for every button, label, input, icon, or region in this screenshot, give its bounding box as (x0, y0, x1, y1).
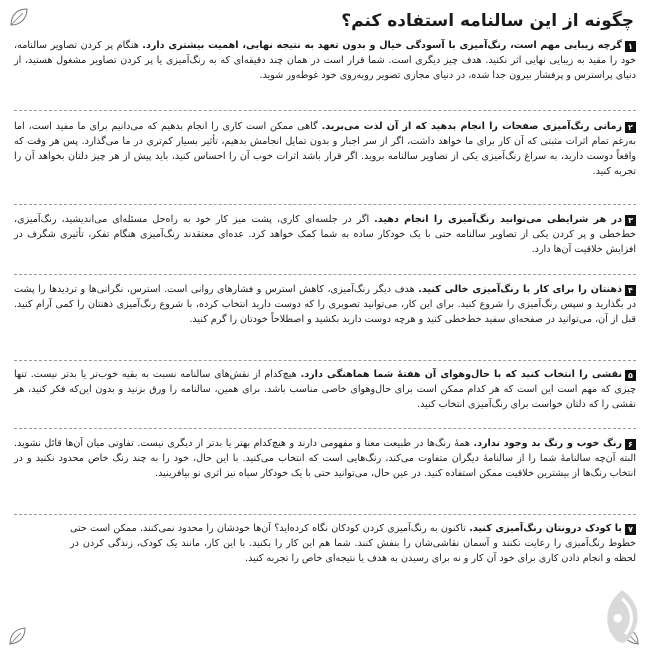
tip-number: ۲ (625, 122, 636, 133)
title-row (14, 6, 636, 36)
divider (14, 360, 636, 361)
tip-number: ۳ (625, 215, 636, 226)
tip-heading: با کودک درونتان رنگ‌آمیزی کنید. (469, 523, 623, 534)
divider (14, 204, 636, 205)
tip-number: ۱ (625, 41, 636, 52)
divider (14, 514, 636, 515)
page-title: چگونه از این سالنامه استفاده کنم؟ (341, 11, 634, 31)
tip-body: تاکنون به رنگ‌آمیزی کردن کودکان نگاه کرده‌اید؟ آن‌ها خودشان را محدود نمی‌کنند. ممکن است حتی خطوط رنگ‌آمیزی را رعایت نکنند و آسمان نقاشی‌شان را بنفش کنند. شما هم این کار را بکنید. با این کار، مانند یک کودک، زندگی کردن در لحظه و انجام دادن کاری برای خود آن کار و نه برای رسیدن به هدف یا نتیجه‌ای خاص را تجربه کنید. (70, 523, 636, 564)
tip-section (14, 38, 636, 83)
tip-section (14, 282, 636, 327)
tip-number: ۴ (625, 285, 636, 296)
tip-body: اگر در جلسه‌ای کاری، پشت میز کار خود به راه‌حل مسئله‌ای می‌اندیشید، رنگ‌آمیزی، خط‌خطی و پر کردن یکی از تصاویر سالنامه حتی با یک خودکار ساده به شما کمک خواهد کرد. عده‌ای معتقدند رنگ‌آمیزی هنگام تفکر، تأثیری شگرف در افزایش خلاقیت آن‌ها دارد. (14, 214, 636, 255)
divider (14, 428, 636, 429)
tip-number: ۷ (625, 524, 636, 535)
divider (14, 274, 636, 275)
tip-section (14, 119, 636, 179)
tip-section (14, 367, 636, 412)
divider (14, 110, 636, 111)
tip-heading: گرچه زیبایی مهم است، رنگ‌آمیزی با آسودگی خیال و بدون تعهد به نتیجه نهایی، اهمیت بیشتری دارد. (142, 40, 622, 51)
tip-number: ۶ (625, 439, 636, 450)
tip-number: ۵ (625, 370, 636, 381)
tip-section (14, 436, 636, 481)
tip-body: همهٔ رنگ‌ها در طبیعت معنا و مفهومی دارند و هیچ‌کدام بهتر یا بدتر از دیگری نیست. تفاوتی میان آن‌ها قائل نشوید. البته آن‌چه سالنامهٔ شما را از سالنامهٔ دیگران متفاوت می‌کند، رنگ‌هایی است که انتخاب می‌کنید. با این حال، خود را به چند رنگ خاص محدود نکنید و در انتخاب رنگ‌ها از بیشترین خلاقیت ممکن استفاده کنید. در عین حال، می‌توانید حتی با یک خودکار سیاه نیز اثری نو بیافرینید. (14, 438, 636, 479)
tip-body: هدف دیگر رنگ‌آمیزی، کاهش استرس و فشارهای روانی است. استرس، نگرانی‌ها و تردیدها را پشت در بگذارید و سپس رنگ‌آمیزی را شروع کنید. برای این کار، می‌توانید تصویری را که دوست دارید انتخاب کرده، با شروع رنگ‌آمیزی ذهنتان را کمی آرام کنید. قبل از آن، می‌توانید در صفحه‌ای سفید خط‌خطی کنید و هرچه دوست دارید بکشید و اصطلاحاً خودتان را گرم کنید. (14, 284, 636, 325)
tip-heading: ذهنتان را برای کار با رنگ‌آمیزی خالی کنید. (418, 284, 622, 295)
tip-heading: نقشی را انتخاب کنید که با حال‌وهوای آن هفتهٔ شما هماهنگی دارد. (300, 369, 622, 380)
tip-heading: زمانی رنگ‌آمیزی صفحات را انجام بدهید که از آن لذت می‌برید. (321, 121, 622, 132)
tip-body: هنگام پر کردن تصاویر سالنامه، خود را مقید به زیبایی نهایی اثر نکنید. هدف چیز دیگری است. شما قرار است در همان چند دقیقه‌ای که به رنگ‌آمیزی یا پر کردن تصاویر مشغول هستید، از دنیای پراسترس و پرفشار بیرون جدا شده، در دنیای مجازی تصویر روبه‌روی خود غوطه‌ور شوید. (14, 40, 636, 81)
watermark-logo-icon (596, 586, 648, 646)
tip-body: گاهی ممکن است کاری را انجام بدهیم که می‌دانیم برای ما مفید است، اما به‌رغم تمام اثرات مثبتی که آن کار برای ما خواهد داشت، اگر از سر اجبار و بدون تمایل انجامش بدهیم، تأثیر بسیار کم‌تری در ما می‌گذارد. پس هر وقت که واقعاً دوست دارید، به سراغ رنگ‌آمیزی یکی از تصاویر سالنامه بروید. اگر قرار باشد اثرات خوب آن را احساس کنید، باید پیش از هر چیز دلتان بخواهد آن را تجربه کنید. (14, 121, 636, 177)
tip-body: هیچ‌کدام از نقش‌های سالنامه نسبت به بقیه خوب‌تر یا بدتر نیست. تنها چیزی که مهم است این است که هر کدام ممکن است برای حال‌وهوای خاصی مناسب باشد. برای همین، سالنامه را ورق بزنید و بدون این‌که فکر کنید، هر نقشی را که دلتان خواست برای رنگ‌آمیزی انتخاب کنید. (14, 369, 636, 410)
tip-section (14, 212, 636, 257)
tip-heading: در هر شرایطی می‌توانید رنگ‌آمیزی را انجام دهید. (374, 214, 623, 225)
tip-section (70, 521, 636, 566)
tip-heading: رنگ خوب و رنگ بد وجود ندارد. (473, 438, 622, 449)
leaf-icon (8, 626, 28, 646)
